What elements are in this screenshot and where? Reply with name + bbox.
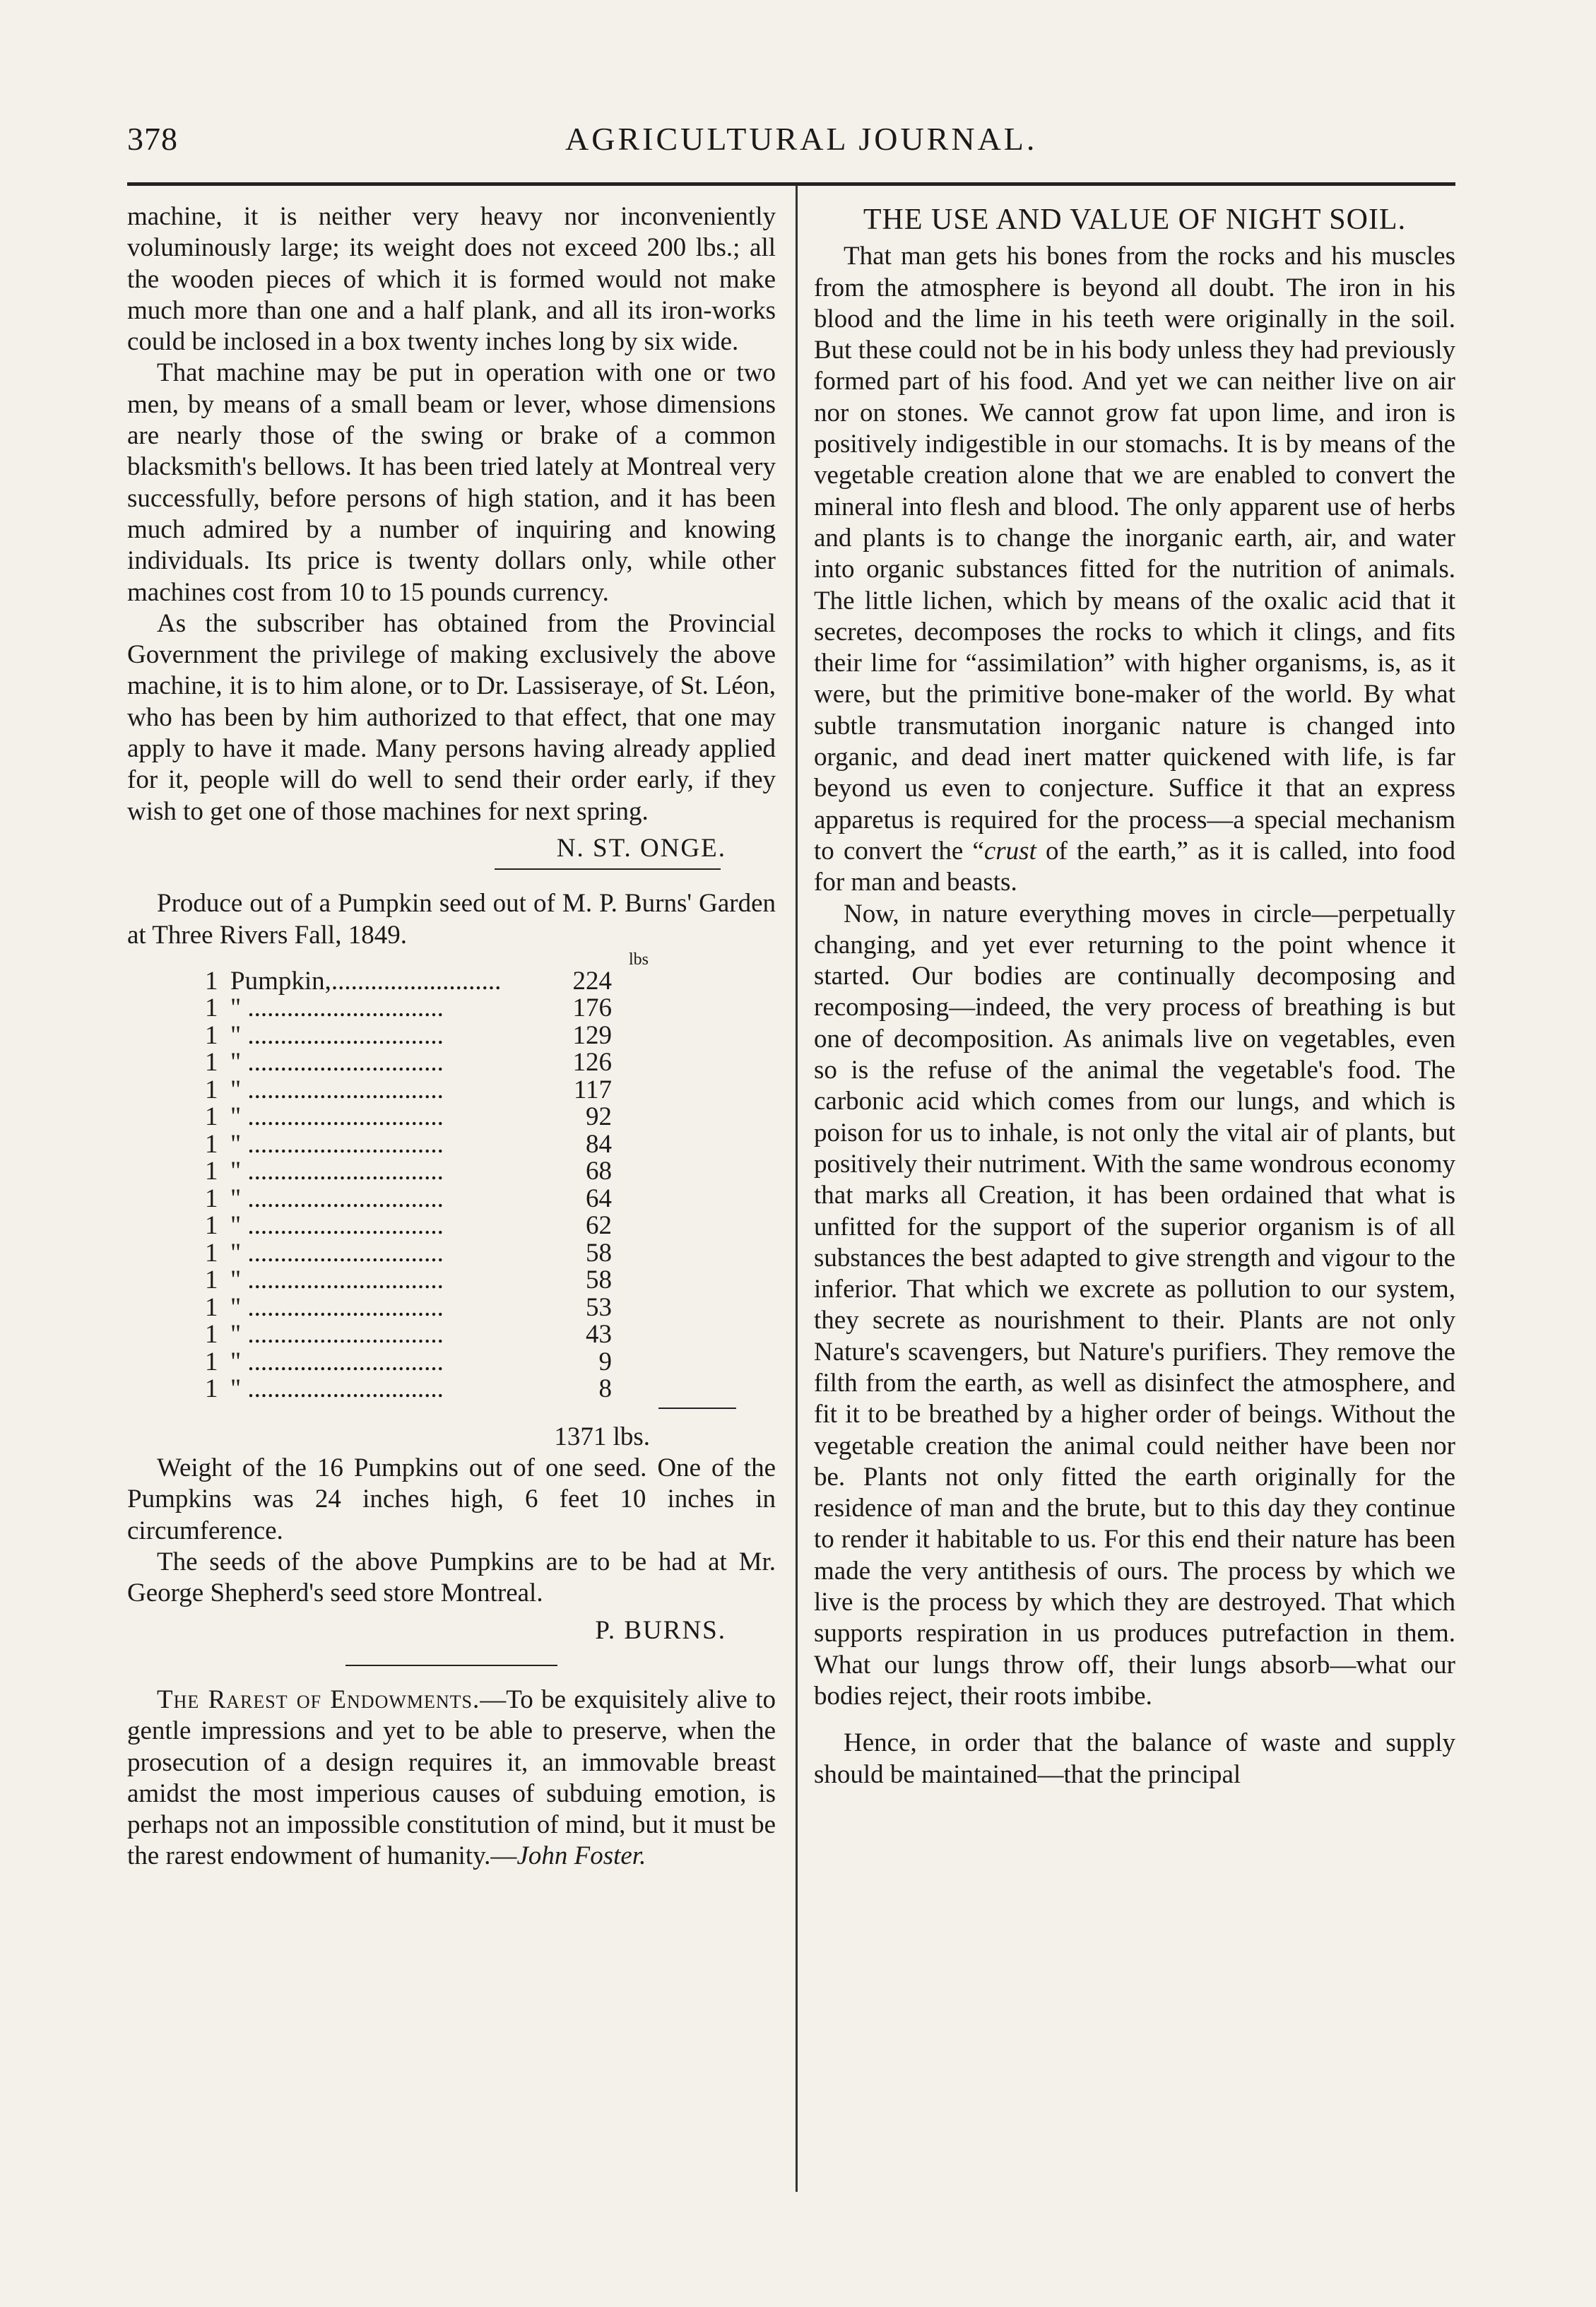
- right-column: [814, 201, 1455, 1790]
- produce-weight: 117: [573, 1075, 612, 1104]
- left-column: [127, 201, 776, 1872]
- produce-row: [205, 995, 612, 1022]
- article-title: THE USE AND VALUE OF NIGHT SOIL.: [863, 203, 1407, 236]
- produce-title: Produce out of a Pumpkin seed out of M. P. Burns' Garden at Three Rivers Fall, 1849.: [127, 889, 776, 950]
- produce-weight: 8: [598, 1374, 612, 1404]
- produce-row: [205, 1212, 612, 1240]
- produce-quantity: 1: [205, 1265, 218, 1295]
- produce-table: [205, 968, 612, 1403]
- machine-paragraph-3: As the subscriber has obtained from the Provincial Government the privilege of making exclusively the above machine, it is to him alone, or to Dr. Lassiseraye, of St. Léon, who has been by him authorized to that effect, that one may apply to have it made. Many persons having already applied for it, people will do well to send their order early, if they wish to get one of those machines for next spring.: [127, 608, 776, 826]
- produce-units-label: lbs: [628, 950, 649, 969]
- produce-row: [205, 1186, 612, 1213]
- night-soil-paragraph-2: Now, in nature everything moves in circle—perpetually changing, and yet ever returning to the point whence it started. Our bodies are continually decomposing and recomposing—indeed, the very process of breathing is but one of decomposition. As animals live on vegetables, even so is the refuse of the animal the vegetable's food. The carbonic acid which comes from our lungs, and which is poison for us to inhale, is not only the vital air of plants, but positively their nutriment. With the same wondrous economy that marks all Creation, it has been ordained that what is unfitted for the support of the superior organism is of all substances the best adapted to give strength and vigour to the inferior. That which we excrete as pollution to our system, they secrete as nourishment to their. Plants are not only Nature's scavengers, but Nature's purifiers. They remove the filth from the earth, as well as disinfect the atmosphere, and fit it to be breathed by a higher order of beings. Without the vegetable creation the animal could neither have been nor be. Plants not only fitted the earth originally for the residence of man and the brute, but to this day they continue to render it habitable to us. For this end their nature has been made the very antithesis of ours. The process by which we live is the process by which they are destroyed. That which supports respiration in us produces putrefaction in them. What our lungs throw off, their lungs absorb—what our bodies reject, their roots imbibe.: [814, 899, 1455, 1711]
- produce-quantity: 1: [205, 1238, 218, 1268]
- produce-weight: 129: [572, 1020, 612, 1050]
- produce-item: " ..............................: [230, 1267, 444, 1294]
- produce-item: " ..............................: [230, 1212, 444, 1240]
- produce-item: " ..............................: [230, 1104, 444, 1131]
- produce-item: " ..............................: [230, 1158, 444, 1186]
- produce-quantity: 1: [205, 1048, 218, 1078]
- produce-item: " ..............................: [230, 1239, 444, 1268]
- produce-quantity: 1: [205, 1347, 218, 1376]
- produce-total: 1371 lbs.: [554, 1422, 650, 1451]
- signature-rule: [495, 868, 721, 870]
- produce-weight: 92: [586, 1102, 612, 1132]
- produce-row: [205, 1240, 612, 1268]
- rarest-endowments-author: John Foster.: [516, 1841, 646, 1871]
- signature-burns: P. BURNS.: [595, 1615, 726, 1645]
- produce-item: " ..............................: [230, 1321, 444, 1349]
- produce-row: [205, 1349, 612, 1376]
- produce-item: " ..............................: [230, 995, 444, 1022]
- produce-row: [205, 968, 612, 996]
- produce-row: [205, 1131, 612, 1159]
- produce-quantity: 1: [205, 1320, 218, 1350]
- produce-item: " ..............................: [230, 1049, 444, 1077]
- produce-weight: 9: [598, 1347, 612, 1376]
- night-soil-text-1b: of the earth,” as it is called, into food for man and beasts.: [814, 836, 1455, 897]
- machine-paragraph-1: machine, it is neither very heavy nor inconveniently voluminously large; its weight does not exceed 200 lbs.; all the wooden pieces of which it is formed would not make much more than one and a half plank, and all its iron-works could be inclosed in a box twenty inches long by six wide.: [127, 202, 776, 357]
- produce-weight: 62: [586, 1211, 612, 1241]
- produce-quantity: 1: [205, 1374, 218, 1404]
- running-title: AGRICULTURAL JOURNAL.: [565, 121, 1038, 157]
- produce-weight: 126: [572, 1048, 612, 1078]
- produce-row: [205, 1321, 612, 1349]
- produce-item: " ..............................: [230, 1376, 444, 1403]
- produce-row: [205, 1376, 612, 1403]
- night-soil-text-1a: That man gets his bones from the rocks and his muscles from the atmosphere is beyond all doubt. The iron in his blood and the lime in his teeth were originally in the soil. But these could not be in his body unless they had previously formed part of his food. And yet we can neither live on air nor on stones. We cannot grow fat upon lime, and iron is positively indigestible in our stomachs. It is by means of the vegetable creation alone that we are enabled to convert the mineral into flesh and blood. The only apparent use of herbs and plants is to change the inorganic earth, air, and water into organic substances fitted for the nutrition of animals. The little lichen, which by means of the oxalic acid that it secretes, decomposes the rocks to which it clings, and fits their lime for “assimilation” with higher organisms, is, as it were, but the primitive bone-maker of the world. By what subtle transmutation inorganic nature is changed into organic, and dead inert matter quickened with life, is far beyond us even to conjecture. Suffice it that an express apparetus is required for the process—a special mechanism to convert the “: [814, 242, 1455, 866]
- machine-paragraph-2: That machine may be put in operation with one or two men, by means of a small beam or lever, whose dimensions are nearly those of the swing or brake of a common blacksmith's bellows. It has been tried lately at Montreal very successfully, before persons of high station, and it has been much admired by a number of inquiring and knowing individuals. Its price is twenty dollars only, while other machines cost from 10 to 15 pounds currency.: [127, 358, 776, 607]
- produce-weight: 224: [572, 966, 612, 996]
- night-soil-paragraph-3: Hence, in order that the balance of waste and supply should be maintained—that the principal: [814, 1728, 1455, 1789]
- produce-weight: 53: [586, 1292, 612, 1322]
- page-header: [127, 120, 1470, 170]
- produce-quantity: 1: [205, 1129, 218, 1159]
- produce-quantity: 1: [205, 1075, 218, 1104]
- produce-row: [205, 1104, 612, 1131]
- produce-row: [205, 1294, 612, 1322]
- produce-row: [205, 1049, 612, 1077]
- produce-row: [205, 1267, 612, 1294]
- page-number: 378: [127, 121, 178, 157]
- rarest-endowments-lead: The Rarest of Endowments.: [157, 1684, 480, 1714]
- rarest-endowments-text: —To be exquisitely alive to gentle impressions and yet to be able to preserve, when the prosecution of a design requires it, an immovable breast amidst the most imperious causes of subduing emotion, is perhaps not an impossible constitution of mind, but it must be the rarest endowment of humanity.—: [127, 1684, 776, 1871]
- night-soil-emphasis: crust: [983, 836, 1036, 866]
- produce-item: " ..............................: [230, 1131, 444, 1159]
- night-soil-paragraph-1: [814, 241, 1455, 898]
- produce-quantity: 1: [205, 1184, 218, 1213]
- rarest-endowments-paragraph: [127, 1684, 776, 1872]
- produce-item: " ..............................: [230, 1076, 444, 1104]
- produce-item: " ..............................: [230, 1294, 444, 1322]
- produce-quantity: 1: [205, 1102, 218, 1132]
- total-rule: [658, 1408, 736, 1409]
- column-divider: [796, 185, 798, 2192]
- produce-quantity: 1: [205, 966, 218, 996]
- signature-st-onge: N. ST. ONGE.: [556, 833, 726, 863]
- produce-item: " ..............................: [230, 1022, 444, 1050]
- produce-quantity: 1: [205, 1020, 218, 1050]
- section-rule: [345, 1665, 557, 1666]
- produce-item: " ..............................: [230, 1348, 444, 1376]
- produce-row: [205, 1022, 612, 1050]
- produce-quantity: 1: [205, 1157, 218, 1186]
- produce-row: [205, 1077, 612, 1104]
- produce-item: Pumpkin,..........................: [230, 967, 502, 996]
- produce-weight: 176: [572, 993, 612, 1023]
- produce-weight: 43: [586, 1320, 612, 1350]
- produce-row: [205, 1158, 612, 1186]
- pumpkin-weight-note: Weight of the 16 Pumpkins out of one seed. One of the Pumpkins was 24 inches high, 6 feet 10 inches in circumference.: [127, 1453, 776, 1545]
- produce-weight: 68: [586, 1157, 612, 1186]
- produce-quantity: 1: [205, 993, 218, 1023]
- produce-weight: 58: [586, 1265, 612, 1295]
- header-rule: [127, 182, 1455, 186]
- produce-quantity: 1: [205, 1292, 218, 1322]
- pumpkin-seed-note: The seeds of the above Pumpkins are to be had at Mr. George Shepherd's seed store Montreal.: [127, 1547, 776, 1608]
- produce-weight: 64: [586, 1184, 612, 1213]
- produce-item: " ..............................: [230, 1185, 444, 1213]
- produce-quantity: 1: [205, 1211, 218, 1241]
- produce-weight: 84: [586, 1129, 612, 1159]
- produce-weight: 58: [586, 1238, 612, 1268]
